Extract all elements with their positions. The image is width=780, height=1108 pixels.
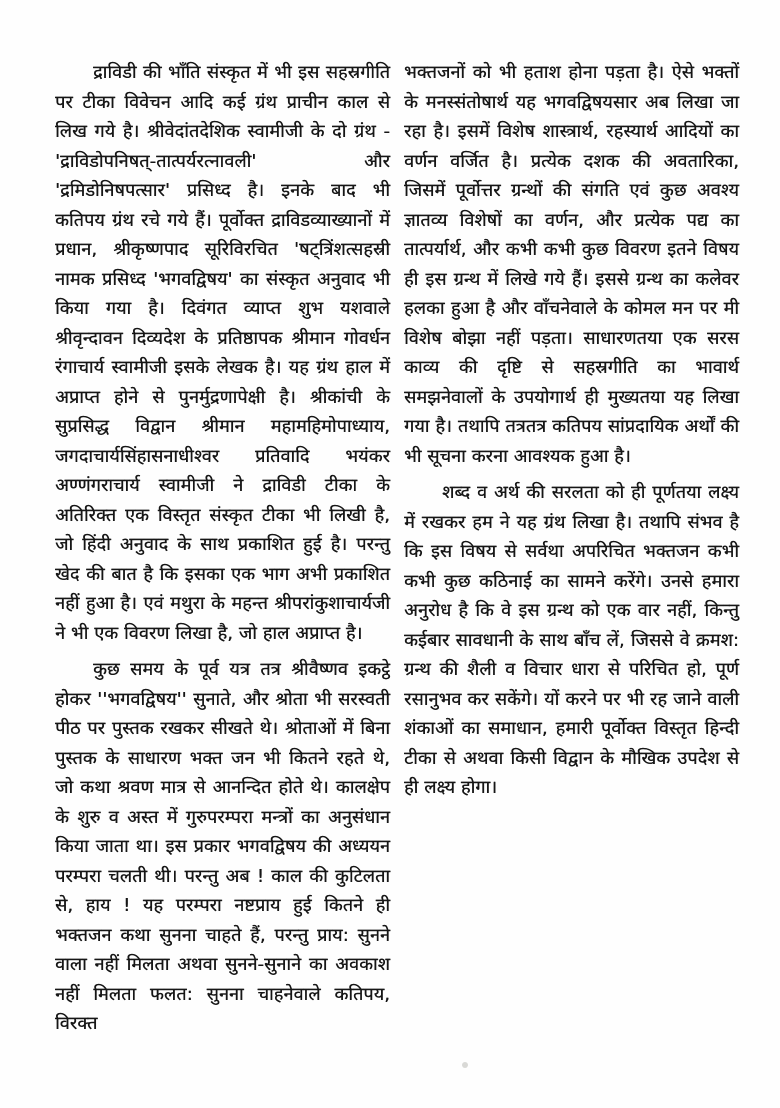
text-column-right (404, 58, 739, 803)
text-column-left (55, 58, 390, 1039)
right-column-paragraph-2: शब्द व अर्थ की सरलता को ही पूर्णतया लक्ष्य में रखकर हम ने यह ग्रंथ लिखा है। तथापि संभव है कि इस विषय से सर्वथा अपरिचित भक्तजन कभी कभी कुछ कठिनाई का सामने करेंगे। उनसे हमारा अनुरोध है कि वे इस ग्रन्थ को एक वार नहीं, किन्तु कईबार सावधानी के साथ बाँच लें, जिससे वे क्रमश: ग्रन्थ की शैली व विचार धारा से परिचित हो, पूर्ण रसानुभव कर सकेंगे। यों करने पर भी रह जाने वाली शंकाओं का समाधान, हमारी पूर्वोक्त विस्तृत हिन्दी टीका से अथवा किसी विद्वान के मौखिक उपदेश से ही लक्ष्य होगा। (404, 482, 739, 798)
left-column-paragraph-1: द्राविडी की भाँति संस्कृत में भी इस सहस्रगीति पर टीका विवेचन आदि कई ग्रंथ प्राचीन काल से लिख गये है। श्रीवेदांतदेशिक स्वामीजी के दो ग्रंथ - 'द्राविडोपनिषत्-तात्पर्यरत्नावली' और 'द्रमिडोनिषपत्सार' प्रसिध्द है। इनके बाद भी कतिपय ग्रंथ रचे गये हैं। पूर्वोक्त द्राविडव्याख्यानों में प्रधान, श्रीकृष्णपाद सूरिविरचित 'षट्त्रिंशत्सहस्री नामक प्रसिध्द 'भगवद्विषय' का संस्कृत अनुवाद भी किया गया है। दिवंगत व्याप्त शुभ यशवाले श्रीवृन्दावन दिव्यदेश के प्रतिष्ठापक श्रीमान गोवर्धन रंगाचार्य स्वामीजी इसके लेखक है। यह ग्रंथ हाल में अप्राप्त होने से पुनर्मुद्रणापेक्षी है। श्रीकांची के सुप्रसिद्ध विद्वान श्रीमान महामहिमोपाध्याय, जगदाचार्यसिंहासनाधीश्वर प्रतिवादि भयंकर अण्णंगराचार्य स्वामीजी ने द्राविडी टीका के अतिरिक्त एक विस्तृत संस्कृत टीका भी लिखी है, जो हिंदी अनुवाद के साथ प्रकाशित हुई है। परन्तु खेद की बात है कि इसका एक भाग अभी प्रकाशित नहीं हुआ है। एवं मथुरा के महन्त श्रीपरांकुशाचार्यजी ने भी एक विवरण लिखा है, जो हाल अप्राप्त है। (55, 62, 390, 644)
two-column-text-block (55, 58, 738, 1039)
left-column-paragraph-2: कुछ समय के पूर्व यत्र तत्र श्रीवैष्णव इकट्ठे होकर ''भगवद्विषय'' सुनाते, और श्रोता भी सरस्वती पीठ पर पुस्तक रखकर सीखते थे। श्रोताओं में बिना पुस्तक के साधारण भक्त जन भी कितने रहते थे, जो कथा श्रवण मात्र से आनन्दित होते थे। कालक्षेप के शुरु व अस्त में गुरुपरम्परा मन्त्रों का अनुसंधान किया जाता था। इस प्रकार भगवद्विषय की अध्ययन परम्परा चलती थी। परन्तु अब ! काल की कुटिलता से, हाय ! यह परम्परा नष्टप्राय हुई कितने ही भक्तजन कथा सुनना चाहते हैं, परन्तु प्राय: सुनने वाला नहीं मिलता अथवा सुनने-सुनाने का अवकाश नहीं मिलता फलत: सुनना चाहनेवाले कतिपय, विरक्त (55, 659, 390, 1034)
scan-artifact-smudge (462, 1062, 468, 1068)
right-column-paragraph-1: भक्तजनों को भी हताश होना पड़ता है। ऐसे भक्तों के मनस्संतोषार्थ यह भगवद्विषयसार अब लिखा जा रहा है। इसमें विशेष शास्त्रार्थ, रहस्यार्थ आदियों का वर्णन वर्जित है। प्रत्येक दशक की अवतारिका, जिसमें पूर्वोत्तर ग्रन्थों की संगति एवं कुछ अवश्य ज्ञातव्य विशेषों का वर्णन, और प्रत्येक पद्य का तात्पर्यार्थ, और कभी कभी कुछ विवरण इतने विषय ही इस ग्रन्थ में लिखे गये हैं। इससे ग्रन्थ का कलेवर हलका हुआ है और वाँचनेवाले के कोमल मन पर मी विशेष बोझा नहीं पड़ता। साधारणतया एक सरस काव्य की दृष्टि से सहस्रगीति का भावार्थ समझनेवालों के उपयोगार्थ ही मुख्यतया यह लिखा गया है। तथापि तत्रतत्र कतिपय सांप्रदायिक अर्थों की भी सूचना करना आवश्यक हुआ है। (404, 62, 739, 467)
